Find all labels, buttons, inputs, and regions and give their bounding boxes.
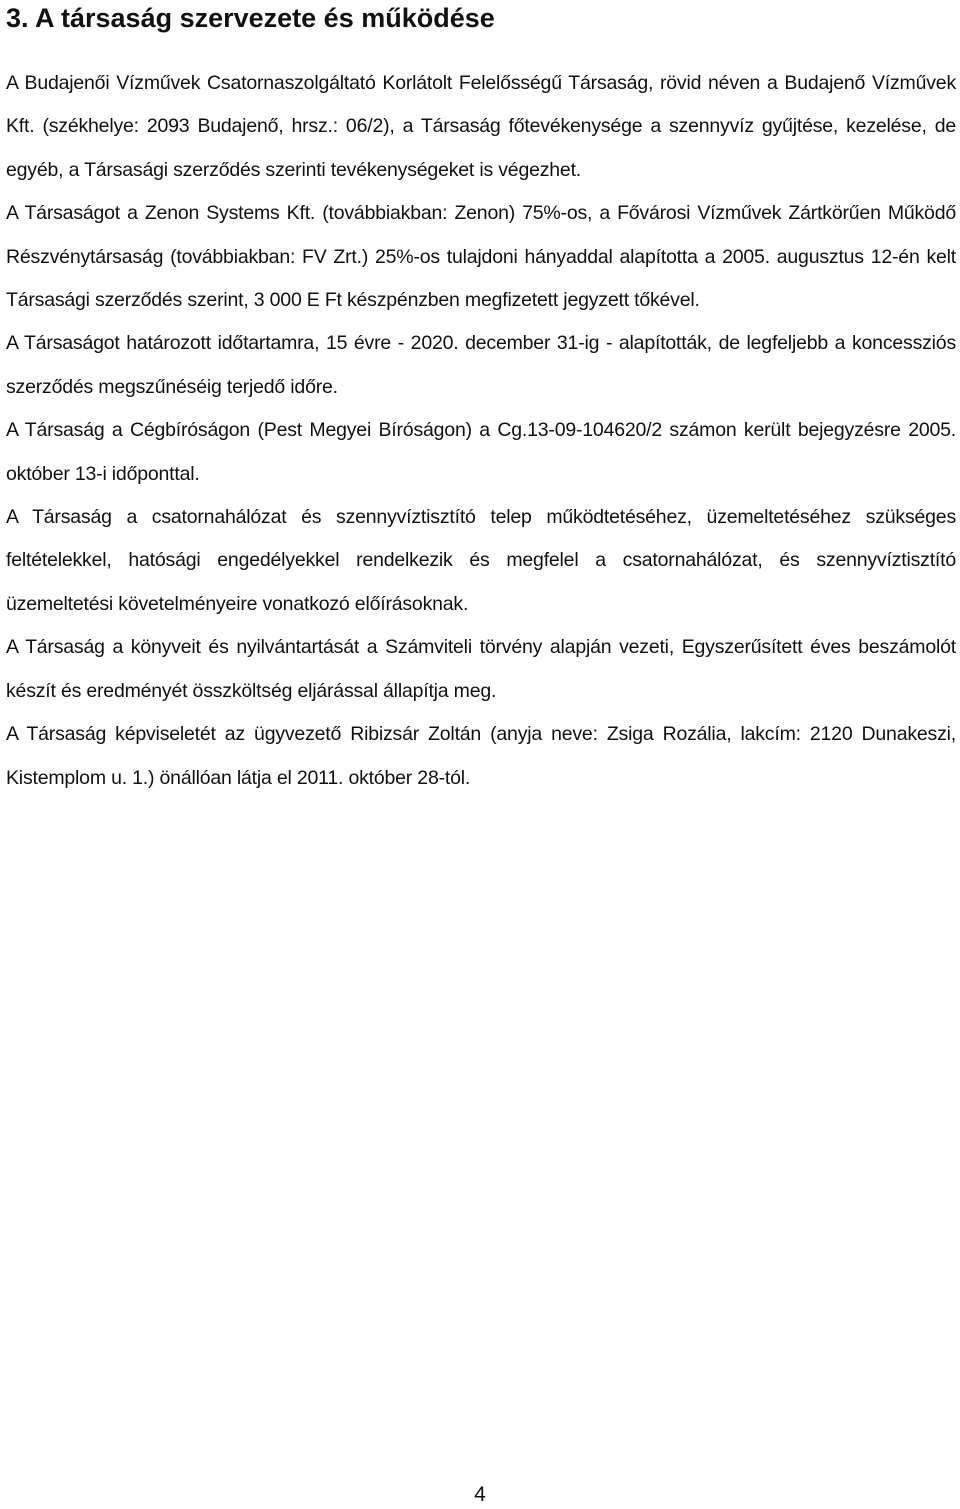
page-number: 4: [474, 1483, 486, 1506]
paragraph-company-intro: A Budajenői Vízművek Csatornaszolgáltató Korlátolt Felelősségű Társaság, rövid néven a Budajenő Vízművek Kft. (székhelye: 2093 Budajenő, hrsz.: 06/2), a Társaság főtevékenysége a szennyvíz gyűjtése, kezelése, de egyéb, a Társasági szerződés szerinti tevékenységeket is végezhet.: [6, 72, 956, 181]
paragraph-representation: A Társaság képviseletét az ügyvezető Ribizsár Zoltán (anyja neve: Zsiga Rozália, lakcím: 2120 Dunakeszi, Kistemplom u. 1.) önállóan látja el 2011. október 28-tól.: [6, 723, 956, 789]
paragraph-licenses: A Társaság a csatornahálózat és szennyvíztisztító telep működtetéséhez, üzemeltetéséhez szükséges feltételekkel, hatósági engedélyekkel rendelkezik és megfelel a csatornahálózat, és szennyvíztisztító üzemeltetési követelményeire vonatkozó előírásoknak.: [6, 506, 956, 615]
paragraph-duration: A Társaságot határozott időtartamra, 15 évre - 2020. december 31-ig - alapították, de legfeljebb a koncessziós szerződés megszűnéséig terjedő időre.: [6, 332, 956, 398]
section-heading: 3. A társaság szervezete és működése: [6, 3, 495, 33]
paragraph-registration: A Társaság a Cégbíróságon (Pest Megyei Bíróságon) a Cg.13-09-104620/2 számon került bejegyzésre 2005. október 13-i időponttal.: [6, 419, 956, 485]
document-body: [6, 62, 956, 800]
paragraph-founders: A Társaságot a Zenon Systems Kft. (továbbiakban: Zenon) 75%-os, a Fővárosi Vízművek Zártkörűen Működő Részvénytársaság (továbbiakban: FV Zrt.) 25%-os tulajdoni hányaddal alapította a 2005. augusztus 12-én kelt Társasági szerződés szerint, 3 000 E Ft készpénzben megfizetett jegyzett tőkével.: [6, 202, 956, 312]
paragraph-accounting: A Társaság a könyveit és nyilvántartását a Számviteli törvény alapján vezeti, Egyszerűsített éves beszámolót készít és eredményét összköltség eljárással állapítja meg.: [6, 636, 956, 702]
